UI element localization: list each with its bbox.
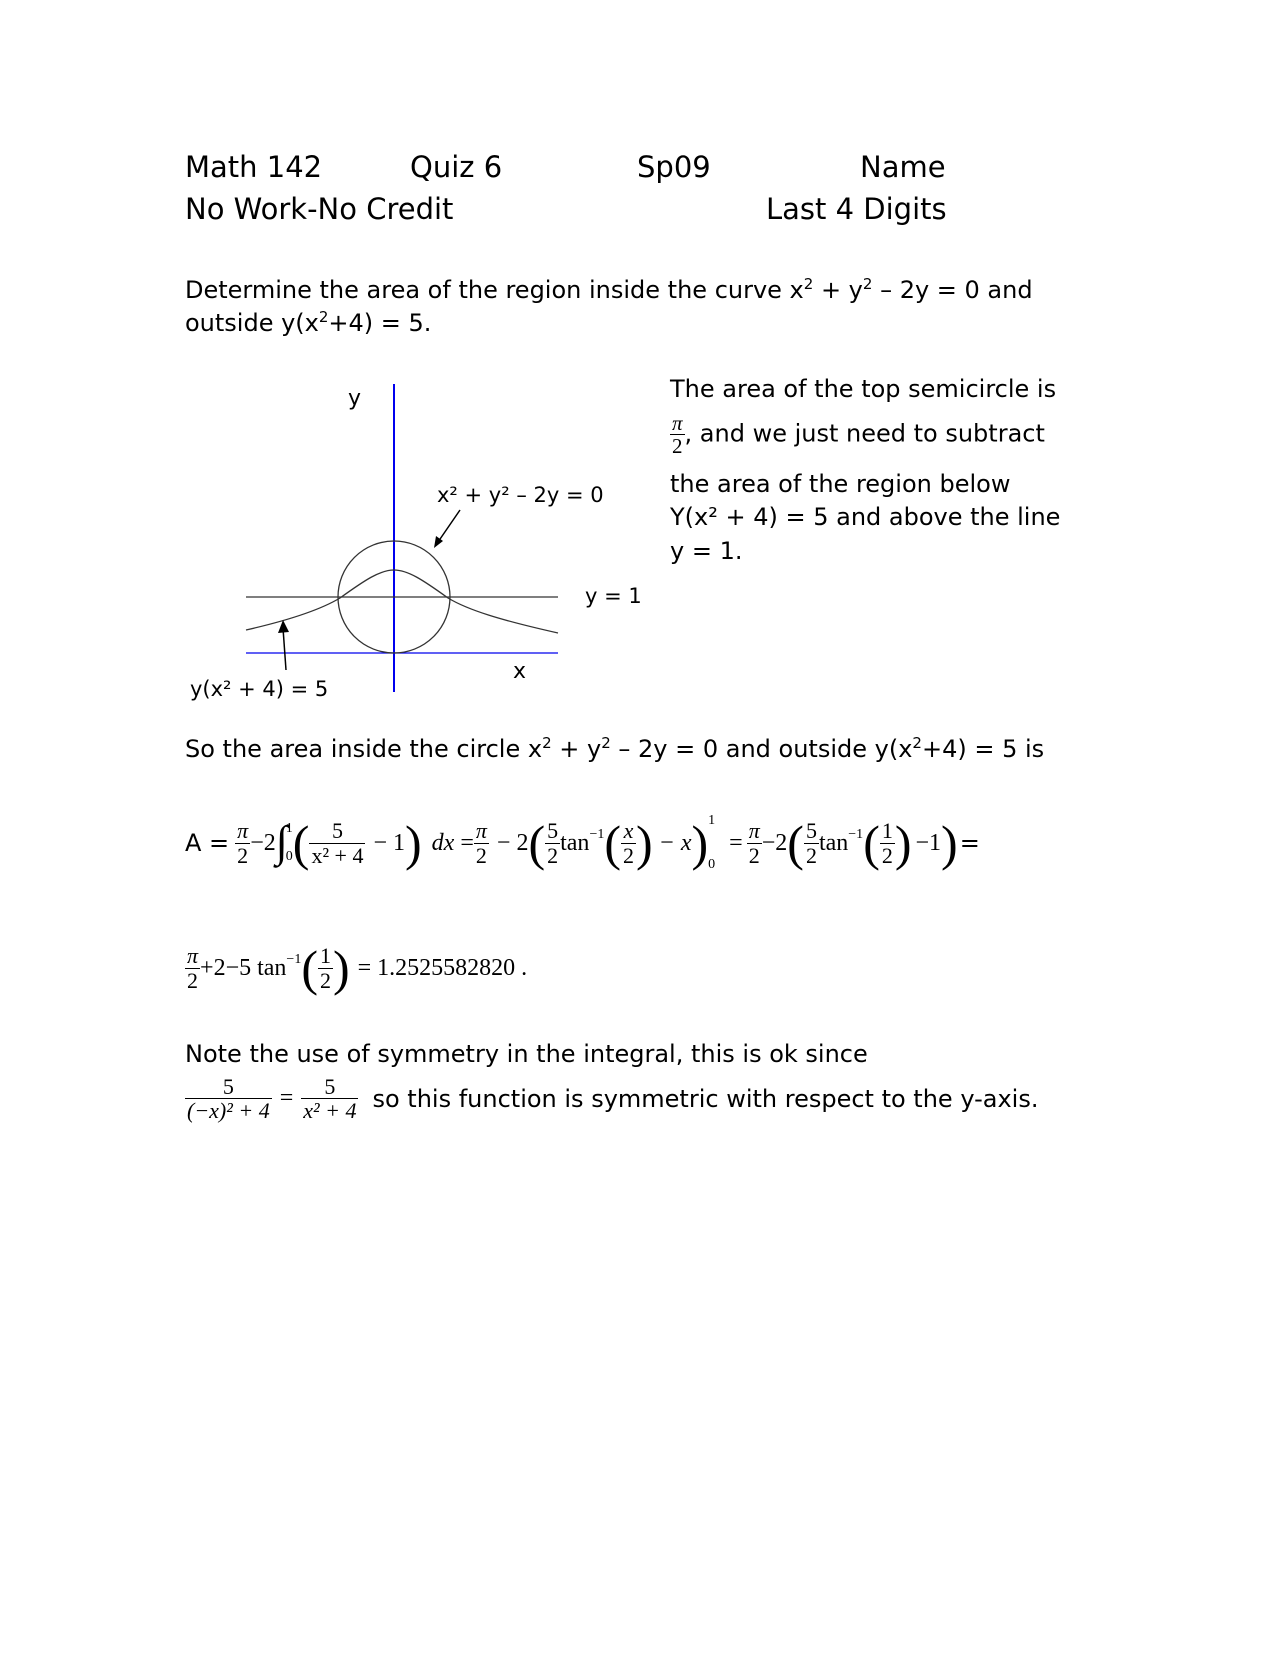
x-axis-label: x [513, 659, 527, 684]
circle-arrow [438, 510, 460, 542]
pi-over-2: $\frac{\pi}{2}$ [672, 411, 683, 459]
symmetry-formula: $\frac{5}{\text{(−x)² + 4}}$ = $\frac{5}{\text{x² + 4}}$ so this function is symmetric with respect to the y-axis. [187, 1074, 1039, 1124]
sup-2: 2 [862, 275, 873, 293]
digits-label: Last 4 Digits [766, 192, 947, 226]
so-line: So the area inside the circle $x^2 + y^2 - 2y = 0$ and outside $y(x^2+4) = 5$ is [185, 734, 1045, 763]
y-axis-label: y [348, 386, 362, 411]
name-label: Name [860, 150, 946, 184]
problem-text-e: +4) = 5. [328, 309, 432, 337]
rule-text: No Work-No Credit [185, 192, 454, 226]
line-label: y = 1 [585, 584, 642, 608]
course-title: Math 142 [185, 150, 323, 184]
witch-curve [246, 570, 558, 633]
result-value: = 1.2525582820 . [357, 954, 528, 981]
region-figure [180, 370, 650, 710]
sup-2: 2 [318, 308, 329, 326]
sup-2: 2 [803, 275, 814, 293]
problem-line-1 [185, 275, 1033, 304]
quiz-title: Quiz 6 [410, 150, 503, 184]
area-formula: A = $\frac{\pi}{2}$ −2 ∫ 1 0 ( $\frac{5}{\text{x² + 4}}$ − 1 ) dx = $\frac{\pi}{2}$ − 2 ( $\frac{5}{2}$ tan $^{-1}$ ( $\frac{x}{2}$ ) − x ) 1 0 = $\frac{\pi}{2}$ −2 ( $\frac{5}{2}$ tan $^{-1}$ ( $\frac{1}{2}$ ) −1 ) = [185, 813, 980, 872]
explanation-line-2: $\frac{\pi}{2}$ , and we just need to subtract [672, 411, 1045, 459]
curve-arrow [283, 628, 286, 670]
explanation-line-5: y = 1. [670, 537, 743, 565]
problem-text-a: Determine the area of the region inside the curve x [185, 276, 804, 304]
curve-equation-label: y(x² + 4) = 5 [190, 677, 329, 701]
explanation-line-4: Y(x² + 4) = 5 and above the line [670, 503, 1061, 531]
problem-text-c: – 2y = 0 and [872, 276, 1033, 304]
explanation-line-3: the area of the region below [670, 470, 1011, 498]
note-line: Note the use of symmetry in the integral, this is ok since [185, 1040, 868, 1068]
explanation-line-1: The area of the top semicircle is [670, 375, 1057, 403]
problem-line-2 [185, 308, 431, 337]
problem-text-b: + y [813, 276, 863, 304]
result-formula: $\frac{\pi}{2}$ +2−5 tan $^{-1}$ ( $\frac{1}{2}$ ) = 1.2525582820 . [187, 940, 528, 996]
problem-text-d: outside y(x [185, 309, 319, 337]
circle-equation-label: x² + y² – 2y = 0 [437, 483, 604, 507]
term: Sp09 [637, 150, 711, 184]
